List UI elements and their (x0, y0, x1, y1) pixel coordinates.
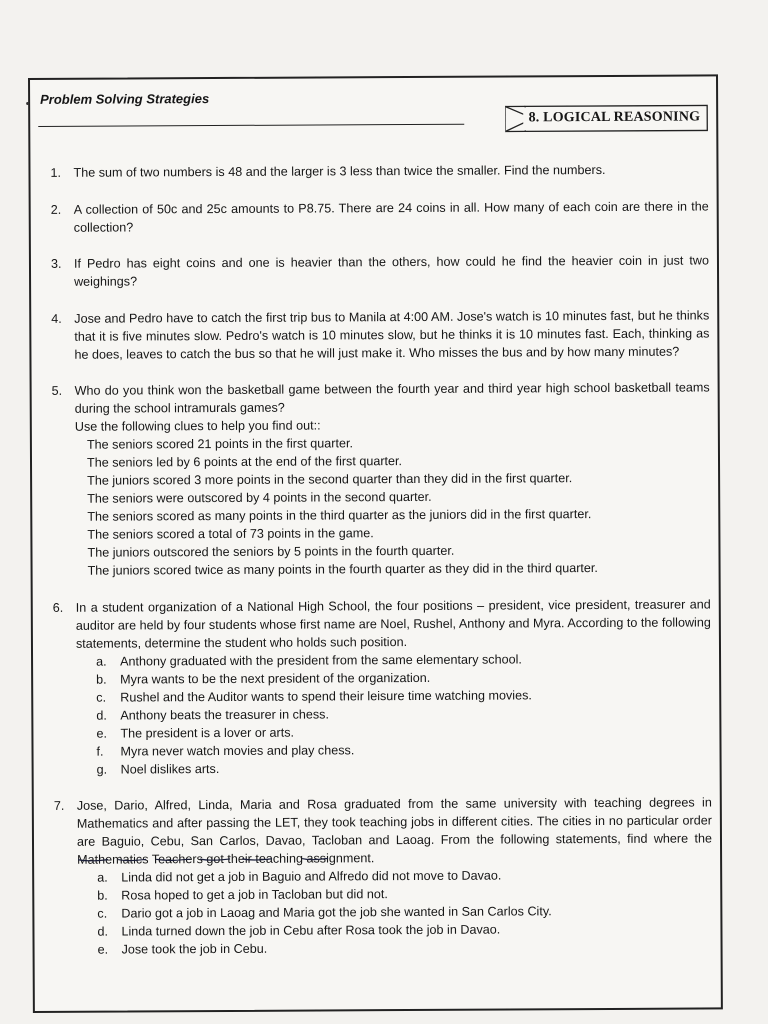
statement-letter: g. (96, 762, 108, 777)
problem-3 (45, 251, 709, 290)
clue-item: The juniors scored 3 more points in the second quarter than they did in the first quarter. (87, 471, 573, 488)
statement-text: Anthony beats the treasurer in chess. (120, 706, 329, 723)
problem-2 (45, 197, 709, 236)
problem-text: In a student organization of a National High School, the four positions – president, vice president, treasurer and auditor are held by four students whose first name are Noel, Rushel, Anthony and Myra. According to the following statements, determine the student who holds such position. (75, 596, 711, 651)
section-banner (505, 104, 708, 132)
problem-6 (47, 595, 712, 778)
clue-item: The seniors scored as many points in the third quarter as the juniors did in the first quarter. (87, 507, 592, 524)
statement-list (76, 649, 712, 778)
statement-letter: c. (97, 906, 108, 921)
clue-intro: Use the following clues to help you find out:: (74, 418, 321, 434)
clue-item: The seniors scored 21 points in the first quarter. (86, 436, 353, 452)
problem-list (44, 160, 712, 977)
statement-letter: e. (97, 942, 109, 957)
statement-text: Rosa hoped to get a job in Tacloban but did not. (121, 887, 388, 903)
clue-item: The juniors scored twice as many points in the fourth quarter as they did in the third quarter. (87, 561, 598, 578)
problem-number: 3. (50, 256, 62, 271)
statement-text: Dario got a job in Laoag and Maria got the job she wanted in San Carlos City. (121, 904, 552, 921)
statement-item (96, 757, 712, 778)
statement-text: Linda did not get a job in Baguio and Alfredo did not move to Davao. (121, 868, 502, 885)
statement-letter: a. (96, 654, 107, 669)
statement-item (97, 937, 713, 958)
problem-text: Jose and Pedro have to catch the first trip bus to Manila at 4:00 AM. Jose's watch is 10 minutes fast, but he thinks that it is five minutes slow. Pedro's watch is 10 minutes slow, but he thinks it is 10 minutes fast. Each, thinking as he does, leaves to catch the bus so that he will just make it. Who misses the bus and by how many minutes? (74, 307, 710, 362)
statement-letter: d. (96, 708, 107, 723)
clue-item: The seniors led by 6 points at the end of the first quarter. (86, 454, 403, 470)
statement-letter: f. (96, 744, 104, 759)
clue-list (75, 432, 711, 579)
statement-letter: b. (97, 888, 108, 903)
problem-number: 1. (50, 165, 62, 180)
statement-text: Jose took the job in Cebu. (121, 941, 268, 957)
problem-4 (45, 306, 709, 363)
problem-number: 5. (51, 383, 63, 398)
statement-text: Anthony graduated with the president from the same elementary school. (120, 651, 522, 669)
problem-number: 2. (50, 202, 62, 217)
problem-text: Jose, Dario, Alfred, Linda, Maria and Rosa graduated from the same university with teaching degrees in Mathematics and after passing the LET, they took teaching jobs in different cities. The cities in no particular order are Baguio, Cebu, San Carlos, Davao, Tacloban and Laoag. From the following statements, find where the Mathematics Teachers got their teaching assignment. (76, 795, 713, 867)
problem-1 (44, 160, 708, 181)
statement-letter: c. (96, 690, 107, 705)
problem-7 (48, 793, 713, 958)
statement-text: The president is a lover or arts. (120, 725, 295, 741)
statement-letter: e. (96, 726, 107, 741)
header-divider (38, 124, 464, 127)
clue-item: The seniors were outscored by 4 points in the second quarter. (87, 489, 432, 506)
scan-speck (26, 102, 29, 105)
statement-text: Rushel and the Auditor wants to spend their leisure time watching movies. (120, 687, 532, 705)
problem-text: A collection of 50c and 25c amounts to P8.75. There are 24 coins in all. How many of each coin are there in the collection? (73, 198, 709, 235)
clue-item: The seniors scored a total of 73 points in the game. (87, 526, 374, 542)
problem-number: 6. (52, 600, 64, 615)
problem-text: If Pedro has eight coins and one is heavier than the others, how could he find the heavier coin in just two weighings? (73, 253, 710, 289)
problem-5 (46, 378, 711, 579)
statement-letter: d. (97, 924, 109, 939)
problem-text: The sum of two numbers is 48 and the larger is 3 less than twice the smaller. Find the numbers. (73, 162, 606, 180)
statement-text: Linda turned down the job in Cebu after Rosa took the job in Davao. (121, 922, 501, 939)
statement-list (77, 865, 712, 958)
worksheet-page (28, 74, 723, 1013)
subject-title: Problem Solving Strategies (40, 91, 210, 107)
statement-text: Noel dislikes arts. (120, 761, 220, 777)
section-title: 8. LOGICAL REASONING (528, 109, 701, 126)
clue-item: The juniors outscored the seniors by 5 points in the fourth quarter. (87, 543, 455, 560)
statement-text: Myra never watch movies and play chess. (120, 742, 355, 759)
problem-number: 7. (53, 798, 65, 813)
problem-number: 4. (51, 311, 62, 326)
statement-text: Myra wants to be the next president of the organization. (120, 670, 431, 687)
statement-letter: b. (96, 672, 107, 687)
statement-letter: a. (97, 870, 108, 885)
problem-text: Who do you think won the basketball game between the fourth year and third year high school basketball teams during the school intramurals games? (74, 380, 710, 416)
